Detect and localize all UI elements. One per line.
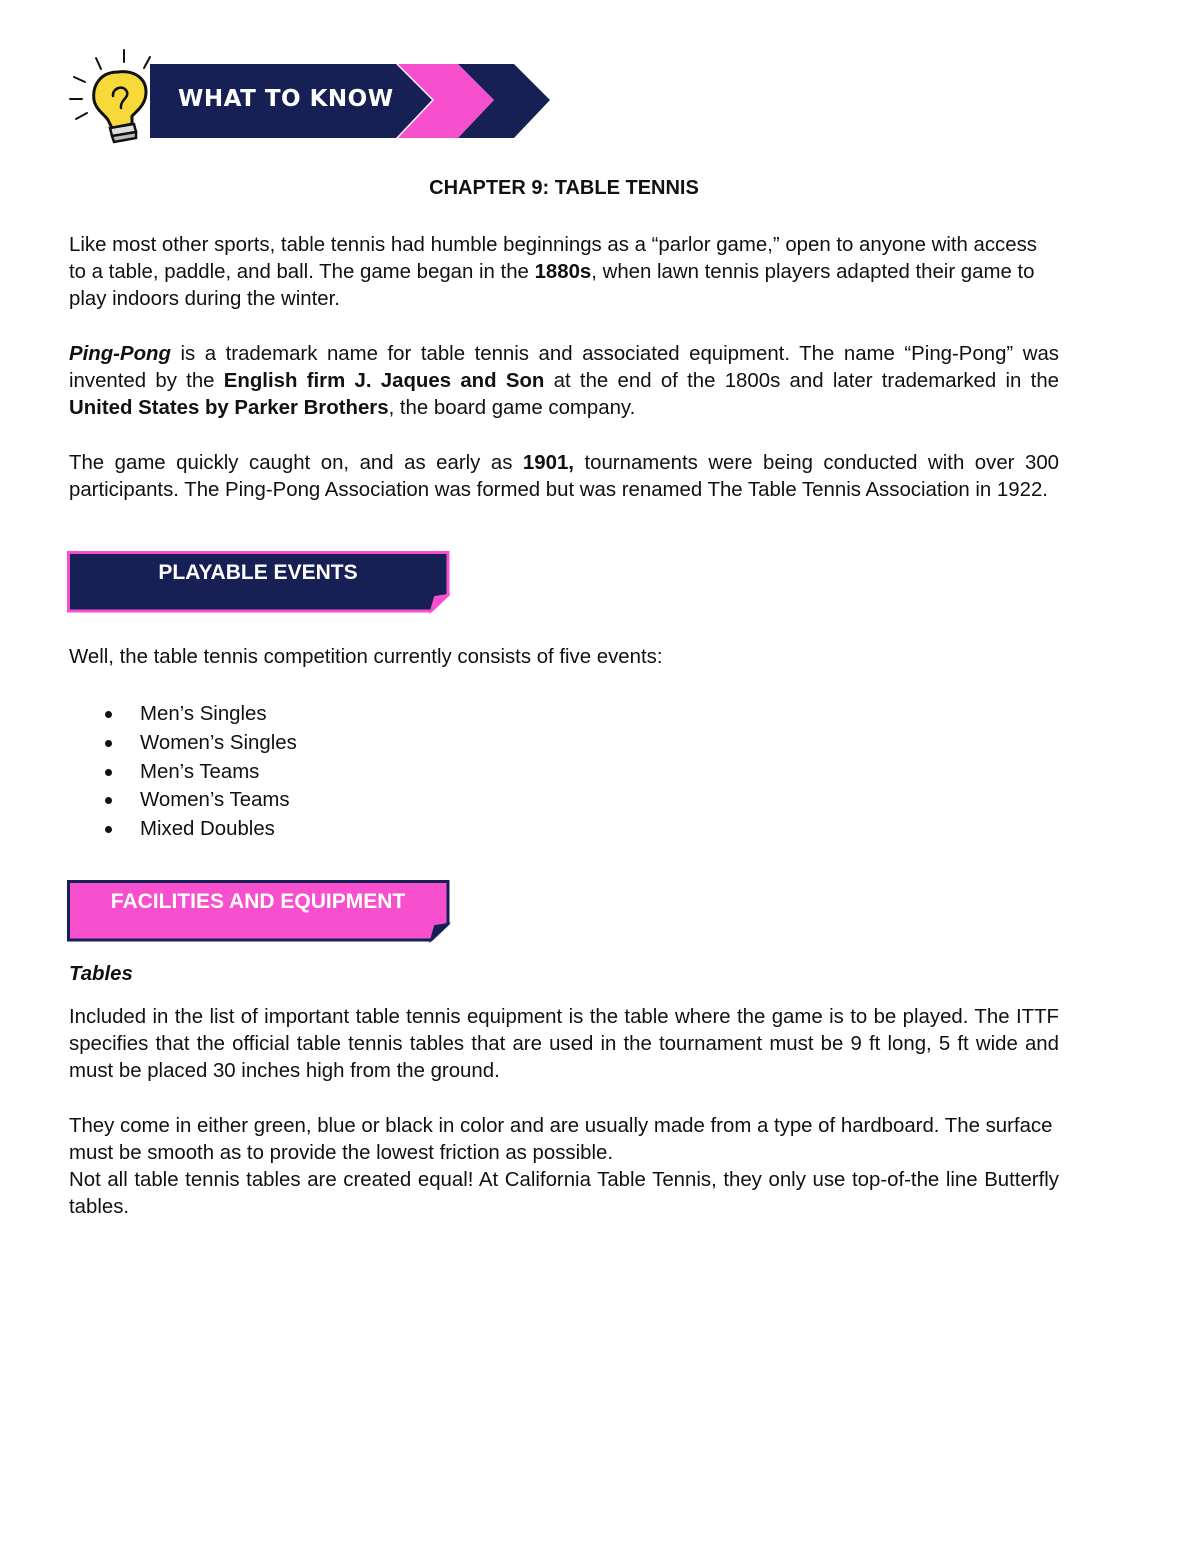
facilities-heading: FACILITIES AND EQUIPMENT: [110, 890, 406, 913]
text-run: , the board game company.: [388, 397, 636, 420]
intro-paragraph-1: [69, 232, 1059, 314]
text-run: at the end of the 1800s and later trademarked in the: [544, 370, 1059, 393]
events-intro: Well, the table tennis competition currently consists of five events:: [69, 646, 663, 668]
bold-text: English firm J. Jaques and Son: [223, 370, 545, 393]
list-item: [103, 729, 297, 758]
intro-paragraph-3: [69, 450, 1059, 504]
playable-events-heading: PLAYABLE EVENTS: [158, 561, 358, 584]
bullet-icon: [105, 797, 112, 804]
list-item: [103, 758, 297, 787]
bullet-icon: [105, 826, 112, 833]
list-item-label: Mixed Doubles: [140, 818, 275, 841]
bold-text: 1901,: [522, 452, 574, 474]
text-run: The game quickly caught on, and as early as: [69, 452, 523, 474]
bullet-icon: [105, 769, 112, 776]
banner-graphic: [0, 0, 600, 160]
bullet-icon: [105, 711, 112, 718]
tables-paragraph-3: Not all table tennis tables are created equal! At California Table Tennis, they only use top-of-the line Butterfly tables.: [69, 1169, 1059, 1219]
tables-paragraph-1: Included in the list of important table tennis equipment is the table where the game is to be played. The ITTF specifies that the official table tennis tables that are used in the tournament must be 9 ft long, 5 ft wide and must be placed 30 inches high from the ground.: [69, 1006, 1059, 1083]
text-run: tournaments were being conducted with over 300 participants. The Ping-Pong Association was formed but was renamed The Table Tennis Association in 1922.: [69, 452, 1059, 502]
bold-text: United States by Parker Brothers: [69, 397, 389, 420]
intro-paragraph-2: [69, 341, 1059, 423]
lightbulb-icon: [94, 72, 146, 142]
list-item-label: Women’s Teams: [140, 789, 290, 812]
banner-label: WHAT TO KNOW: [178, 86, 394, 112]
facilities-heading-box: [67, 880, 449, 938]
chapter-title: CHAPTER 9: TABLE TENNIS: [429, 177, 699, 199]
list-item-label: Men’s Singles: [140, 703, 267, 725]
text-run: , when lawn tennis players adapted their game to play indoors during the winter.: [69, 261, 1035, 311]
playable-events-heading-box: [67, 551, 449, 609]
text-run: is a trademark name for table tennis and associated equipment. The name “Ping-Pong” was invented by the: [69, 343, 1059, 393]
text-run: Like most other sports, table tennis had humble beginnings as a “parlor game,” open to anyone with access to a table, paddle, and ball. The game began in the: [69, 234, 1037, 284]
tables-subheading: Tables: [69, 963, 133, 985]
list-item: [103, 700, 297, 729]
list-item: [103, 815, 297, 844]
list-item-label: Men’s Teams: [140, 760, 260, 783]
events-list: [103, 700, 297, 844]
list-item-label: Women’s Singles: [140, 731, 297, 754]
bullet-icon: [105, 740, 112, 747]
bold-italic-text: Ping-Pong: [69, 343, 171, 365]
bold-text: 1880s: [534, 261, 592, 284]
what-to-know-banner: [0, 0, 600, 160]
tables-paragraph-2: They come in either green, blue or black in color and are usually made from a type of hardboard. The surface must be smooth as to provide the lowest friction as possible.: [69, 1115, 1053, 1165]
list-item: [103, 786, 297, 815]
